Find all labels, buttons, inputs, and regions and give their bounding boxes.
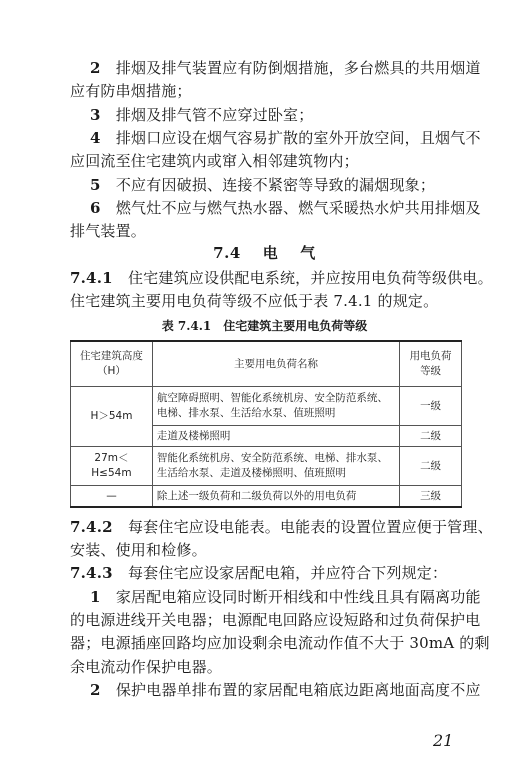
table-row (71, 387, 462, 426)
item-text: 燃气灶不应与燃气热水器、燃气采暖热水炉共用排烟及 (115, 199, 481, 217)
item-text: 不应有因破损、连接不紧密等导致的漏烟现象； (115, 176, 436, 194)
clause-7-4-1-cont: 住宅建筑主要用电负荷等级不应低于表 7.4.1 的规定。 (70, 292, 439, 310)
item-number: 2 (90, 681, 101, 699)
table-caption: 表 7.4.1 住宅建筑主要用电负荷等级 (161, 319, 368, 333)
cell-load: 除上述一级负荷和二级负荷以外的用电负荷 (152, 486, 399, 508)
table-row (71, 447, 462, 486)
cell-grade: 二级 (400, 426, 462, 447)
clause-text: 每套住宅应设家居配电箱，并应符合下列规定： (127, 564, 448, 582)
clause-7-4-2 (70, 517, 493, 537)
section-title-a: 电 (262, 244, 279, 262)
list-item-2-bottom (90, 680, 481, 700)
list-item-5 (90, 175, 435, 195)
item-text: 保护电器单排布置的家居配电箱底边距离地面高度不应 (115, 681, 481, 699)
header-building-height: 住宅建筑高度 （H） (71, 341, 153, 387)
section-title-b: 气 (300, 244, 316, 262)
cell-load: 智能化系统机房、安全防范系统、电梯、排水泵、 生活给水泵、走道及楼梯照明、值班照明 (152, 447, 399, 486)
clause-number: 7.4.1 (70, 269, 113, 287)
item-text: 家居配电箱应设同时断开相线和中性线且具有隔离功能 (115, 588, 481, 606)
cell-grade: 三级 (400, 486, 462, 508)
section-heading (0, 242, 529, 263)
page-number: 21 (433, 731, 454, 750)
list-item-2 (90, 58, 481, 78)
item-number: 2 (90, 59, 101, 77)
clause-7-4-2-cont: 安装、使用和检修。 (70, 541, 207, 559)
cell-load: 走道及楼梯照明 (152, 426, 399, 447)
item-number: 5 (90, 176, 101, 194)
list-item-4-cont: 应回流至住宅建筑内或窜入相邻建筑物内； (70, 152, 359, 170)
list-item-1 (90, 587, 481, 607)
list-item-1-cont: 的电源进线开关电器；电源配电回路应设短路和过负荷保护电 (70, 611, 481, 629)
section-number: 7.4 (213, 244, 241, 262)
cell-grade: 二级 (400, 447, 462, 486)
item-number: 3 (90, 106, 101, 124)
list-item-6-cont: 排气装置。 (70, 222, 147, 240)
list-item-2-cont: 应有防串烟措施； (70, 82, 192, 100)
header-load-grade: 用电负荷 等级 (400, 341, 462, 387)
item-text: 排烟及排气管不应穿过卧室； (115, 106, 314, 124)
list-item-1-cont: 器；电源插座回路均应加设剩余电流动作值不大于 30mA 的剩 (70, 634, 490, 652)
clause-number: 7.4.2 (70, 518, 113, 536)
load-grade-table (70, 340, 462, 508)
clause-7-4-1 (70, 268, 493, 288)
cell-height: — (71, 486, 153, 508)
cell-height: H＞54m (71, 387, 153, 447)
clause-number: 7.4.3 (70, 564, 113, 582)
cell-grade: 一级 (400, 387, 462, 426)
table-row (71, 486, 462, 508)
clause-7-4-3 (70, 563, 447, 583)
list-item-3 (90, 105, 313, 125)
list-item-4 (90, 128, 481, 148)
clause-text: 住宅建筑应设供配电系统，并应按用电负荷等级供电。 (127, 269, 493, 287)
item-number: 4 (90, 129, 101, 147)
list-item-6 (90, 198, 481, 218)
item-text: 排烟及排气装置应有防倒烟措施，多台燃具的共用烟道 (115, 59, 481, 77)
header-load-name: 主要用电负荷名称 (152, 341, 399, 387)
item-number: 6 (90, 199, 101, 217)
clause-text: 每套住宅应设电能表。电能表的设置位置应便于管理、 (127, 518, 493, 536)
cell-height: 27m＜H≤54m (71, 447, 153, 486)
list-item-1-cont: 余电流动作保护电器。 (70, 658, 223, 676)
item-number: 1 (90, 588, 101, 606)
cell-load: 航空障碍照明、智能化系统机房、安全防范系统、 电梯、排水泵、生活给水泵、值班照明 (152, 387, 399, 426)
item-text: 排烟口应设在烟气容易扩散的室外开放空间，且烟气不 (115, 129, 481, 147)
table-header-row (71, 341, 462, 387)
